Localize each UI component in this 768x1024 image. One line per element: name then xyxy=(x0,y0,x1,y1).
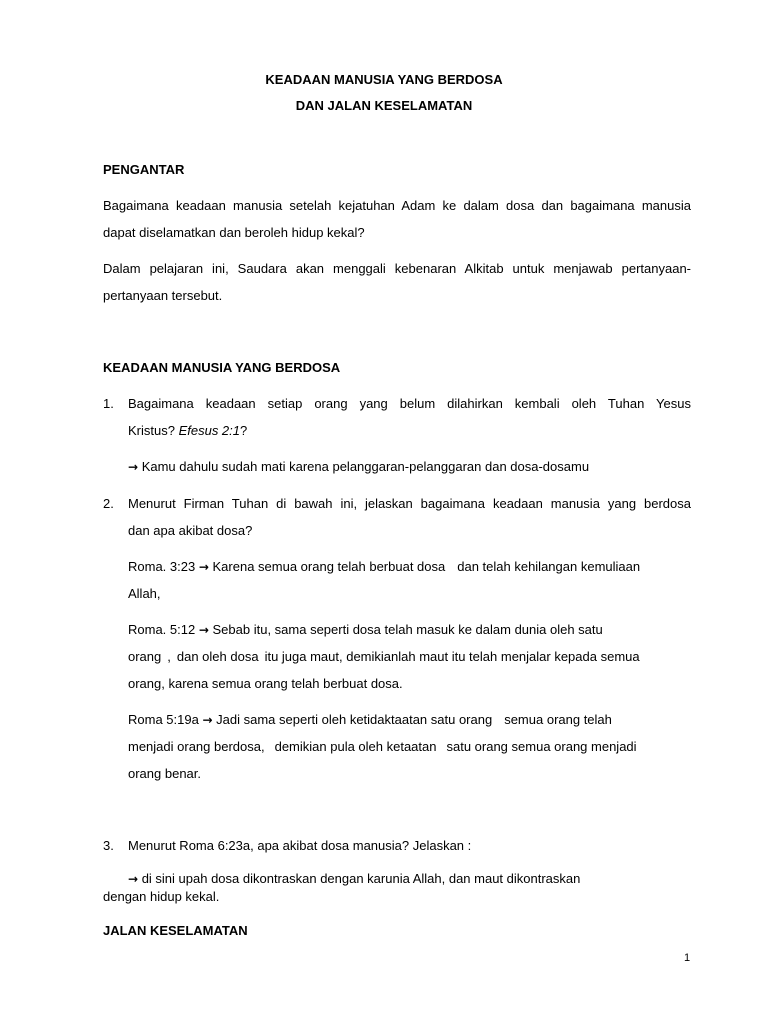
answer-1-text: Kamu dahulu sudah mati karena pelanggaran-pelanggaran dan dosa-dosamu xyxy=(141,459,590,474)
question-1-text: Kristus? xyxy=(128,423,179,438)
verse-roma-5-12-line-1 xyxy=(128,616,603,644)
verse-text: semua orang telah xyxy=(504,712,612,727)
verse-text: orang xyxy=(128,649,162,664)
pengantar-paragraph-2-line-2: pertanyaan tersebut. xyxy=(103,288,223,303)
list-number-3: 3. xyxy=(103,838,114,853)
list-number-1: 1. xyxy=(103,396,114,411)
verse-roma-3-23-line-1 xyxy=(128,553,640,581)
verse-text: satu orang semua orang menjadi xyxy=(446,739,637,754)
verse-roma-5-19a-line-1 xyxy=(128,706,612,734)
verse-reference: Roma. 5:12 xyxy=(128,622,196,637)
section-heading-jalan-keselamatan: JALAN KESELAMATAN xyxy=(103,923,248,938)
answer-1 xyxy=(128,453,589,481)
verse-text: Jadi sama seperti oleh ketidaktaatan satu orang xyxy=(216,712,493,727)
question-1-line-1: Bagaimana keadaan setiap orang yang belum dilahirkan kembali oleh Tuhan Yesus xyxy=(128,396,691,411)
verse-reference: Roma 5:19a xyxy=(128,712,199,727)
pengantar-paragraph-2-line-1: Dalam pelajaran ini, Saudara akan menggali kebenaran Alkitab untuk menjawab pertanyaan- xyxy=(103,261,691,276)
verse-roma-5-19a-line-3: orang benar. xyxy=(128,766,202,781)
scripture-reference-efesus: Efesus 2:1 xyxy=(178,423,241,438)
verse-text: itu juga maut, demikianlah maut itu telah menjalar kepada semua xyxy=(264,649,640,664)
pengantar-paragraph-1-line-2: dapat diselamatkan dan beroleh hidup kekal? xyxy=(103,225,365,240)
verse-roma-5-12-line-2 xyxy=(128,643,640,670)
verse-roma-5-12-line-3: orang, karena semua orang telah berbuat dosa. xyxy=(128,676,403,691)
verse-roma-5-19a-line-2 xyxy=(128,733,637,760)
answer-3-line-1 xyxy=(128,870,580,888)
arrow-right-icon: → xyxy=(198,623,209,637)
question-2-line-1: Menurut Firman Tuhan di bawah ini, jelaskan bagaimana keadaan manusia yang berdosa xyxy=(128,496,691,511)
pengantar-paragraph-1-line-1: Bagaimana keadaan manusia setelah kejatuhan Adam ke dalam dosa dan bagaimana manusia xyxy=(103,198,691,213)
question-2-line-2: dan apa akibat dosa? xyxy=(128,523,253,538)
verse-text: demikian pula oleh ketaatan xyxy=(274,739,437,754)
question-mark: ? xyxy=(240,423,248,438)
arrow-right-icon: → xyxy=(128,872,139,886)
answer-3-text: di sini upah dosa dikontraskan dengan karunia Allah, dan maut dikontraskan xyxy=(141,871,581,886)
answer-3-line-2: dengan hidup kekal. xyxy=(103,889,220,904)
verse-text: menjadi orang berdosa, xyxy=(128,739,265,754)
arrow-right-icon: → xyxy=(202,713,213,727)
document-title-line-2: DAN JALAN KESELAMATAN xyxy=(295,98,473,113)
list-number-2: 2. xyxy=(103,496,114,511)
verse-reference: Roma. 3:23 xyxy=(128,559,196,574)
verse-roma-3-23-line-2: Allah, xyxy=(128,586,161,601)
arrow-right-icon: → xyxy=(198,560,209,574)
verse-text: , xyxy=(167,649,171,664)
question-1-line-2 xyxy=(128,417,247,444)
verse-text: Karena semua orang telah berbuat dosa xyxy=(212,559,446,574)
verse-text: Sebab itu, sama seperti dosa telah masuk ke dalam dunia oleh satu xyxy=(212,622,603,637)
question-3-line-1: Menurut Roma 6:23a, apa akibat dosa manusia? Jelaskan : xyxy=(128,838,472,853)
arrow-right-icon: → xyxy=(128,460,139,474)
page-number: 1 xyxy=(684,952,691,964)
document-title-line-1: KEADAAN MANUSIA YANG BERDOSA xyxy=(265,72,503,87)
verse-text: dan oleh dosa xyxy=(176,649,259,664)
section-heading-keadaan: KEADAAN MANUSIA YANG BERDOSA xyxy=(103,360,341,375)
section-heading-pengantar: PENGANTAR xyxy=(103,162,185,177)
verse-text: dan telah kehilangan kemuliaan xyxy=(457,559,641,574)
